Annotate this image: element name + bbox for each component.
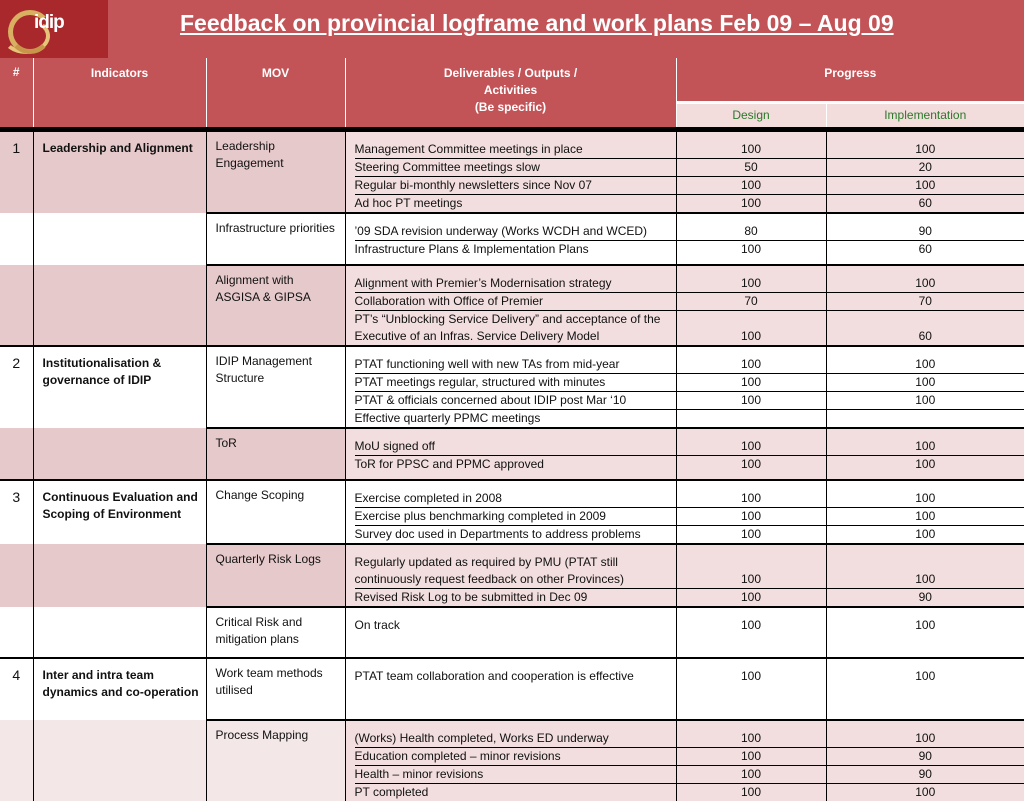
indicator-cell: [33, 607, 206, 658]
mov-cell: IDIP Management Structure: [206, 346, 345, 428]
design-value: 70: [677, 293, 826, 311]
implementation-value: 90: [827, 748, 1024, 766]
design-cell: [676, 480, 826, 544]
deliverable-item: (Works) Health completed, Works ED underway: [355, 730, 676, 748]
deliverable-item: Steering Committee meetings slow: [355, 159, 676, 177]
header-band: [0, 0, 1024, 58]
row-number: [0, 544, 33, 607]
mov-cell: Infrastructure priorities: [206, 213, 345, 265]
table-row: [0, 607, 1024, 658]
design-value: 100: [677, 356, 826, 374]
design-value: [677, 410, 826, 427]
deliverables-cell: [345, 346, 676, 428]
deliverables-cell: [345, 720, 676, 801]
implementation-value: 100: [827, 392, 1024, 410]
implementation-cell: [826, 428, 1024, 480]
indicator-cell: Continuous Evaluation and Scoping of Environment: [33, 480, 206, 544]
deliverable-item: Management Committee meetings in place: [355, 141, 676, 159]
deliverable-item: Collaboration with Office of Premier: [355, 293, 676, 311]
deliverable-item: PT’s “Unblocking Service Delivery” and acceptance of the Executive of an Infras. Service Delivery Model: [355, 311, 676, 345]
implementation-cell: [826, 480, 1024, 544]
implementation-value: 100: [827, 141, 1024, 159]
implementation-value: 60: [827, 311, 1024, 345]
design-cell: [676, 213, 826, 265]
design-value: 100: [677, 526, 826, 543]
design-cell: [676, 265, 826, 346]
mov-cell: Work team methods utilised: [206, 658, 345, 720]
mov-cell: ToR: [206, 428, 345, 480]
implementation-value: 60: [827, 241, 1024, 258]
col-header-num: #: [0, 58, 33, 127]
col-header-mov: MOV: [206, 58, 345, 127]
indicator-cell: [33, 213, 206, 265]
design-value: 100: [677, 456, 826, 473]
deliverables-header-line: Deliverables / Outputs /: [346, 65, 676, 82]
design-value: 100: [677, 374, 826, 392]
row-number: 3: [0, 480, 33, 544]
design-value: 100: [677, 195, 826, 212]
logo-text: idip: [34, 12, 64, 34]
implementation-cell: [826, 720, 1024, 801]
implementation-value: 100: [827, 456, 1024, 473]
design-value: 100: [677, 617, 826, 634]
table-row: [0, 428, 1024, 480]
row-number: 1: [0, 131, 33, 213]
design-cell: [676, 346, 826, 428]
implementation-cell: [826, 265, 1024, 346]
design-cell: [676, 720, 826, 801]
implementation-value: 20: [827, 159, 1024, 177]
design-cell: [676, 428, 826, 480]
implementation-value: 90: [827, 589, 1024, 606]
deliverable-item: Regularly updated as required by PMU (PTAT still continuously request feedback on other Provinces): [355, 554, 676, 589]
table-body: [0, 131, 1024, 801]
row-number: [0, 428, 33, 480]
design-value: 100: [677, 438, 826, 456]
design-value: 100: [677, 748, 826, 766]
col-header-design: Design: [676, 102, 826, 127]
deliverables-cell: [345, 265, 676, 346]
table-row: [0, 720, 1024, 801]
col-header-implementation: Implementation: [826, 102, 1024, 127]
design-value: 100: [677, 554, 826, 589]
implementation-value: 100: [827, 554, 1024, 589]
deliverable-item: PT completed: [355, 784, 676, 801]
deliverables-cell: [345, 213, 676, 265]
implementation-value: 100: [827, 784, 1024, 801]
design-cell: [676, 658, 826, 720]
design-value: 80: [677, 223, 826, 241]
deliverables-cell: [345, 480, 676, 544]
deliverables-header-line: (Be specific): [346, 99, 676, 116]
deliverable-item: ToR for PPSC and PPMC approved: [355, 456, 676, 473]
implementation-value: 100: [827, 668, 1024, 685]
deliverables-cell: [345, 607, 676, 658]
row-number: [0, 720, 33, 801]
col-header-progress: Progress: [676, 58, 1024, 102]
implementation-value: 90: [827, 223, 1024, 241]
implementation-cell: [826, 658, 1024, 720]
deliverable-item: PTAT & officials concerned about IDIP post Mar ‘10: [355, 392, 676, 410]
implementation-value: 100: [827, 374, 1024, 392]
table-row: [0, 131, 1024, 213]
deliverables-cell: [345, 544, 676, 607]
implementation-value: 100: [827, 177, 1024, 195]
implementation-cell: [826, 607, 1024, 658]
mov-cell: Quarterly Risk Logs: [206, 544, 345, 607]
deliverable-item: ’09 SDA revision underway (Works WCDH and WCED): [355, 223, 676, 241]
row-number: 4: [0, 658, 33, 720]
deliverable-item: Exercise plus benchmarking completed in 2009: [355, 508, 676, 526]
implementation-value: 100: [827, 275, 1024, 293]
implementation-value: 100: [827, 526, 1024, 543]
indicator-cell: [33, 265, 206, 346]
indicator-cell: Inter and intra team dynamics and co-operation: [33, 658, 206, 720]
deliverable-item: Effective quarterly PPMC meetings: [355, 410, 676, 427]
indicator-cell: Institutionalisation & governance of IDIP: [33, 346, 206, 428]
indicator-cell: Leadership and Alignment: [33, 131, 206, 213]
deliverables-header-line: Activities: [346, 82, 676, 99]
implementation-value: 60: [827, 195, 1024, 212]
row-number: [0, 607, 33, 658]
row-number: [0, 265, 33, 346]
deliverable-item: Survey doc used in Departments to address problems: [355, 526, 676, 543]
deliverables-cell: [345, 658, 676, 720]
deliverables-cell: [345, 428, 676, 480]
mov-cell: Alignment with ASGISA & GIPSA: [206, 265, 345, 346]
implementation-value: 100: [827, 490, 1024, 508]
indicator-cell: [33, 720, 206, 801]
deliverable-item: PTAT functioning well with new TAs from mid-year: [355, 356, 676, 374]
design-cell: [676, 131, 826, 213]
implementation-cell: [826, 544, 1024, 607]
design-value: 100: [677, 490, 826, 508]
design-value: 100: [677, 275, 826, 293]
table-row: [0, 544, 1024, 607]
design-cell: [676, 544, 826, 607]
col-header-deliverables: [345, 58, 676, 127]
deliverable-item: MoU signed off: [355, 438, 676, 456]
design-value: 100: [677, 141, 826, 159]
indicator-cell: [33, 544, 206, 607]
col-header-indicators: Indicators: [33, 58, 206, 127]
design-value: 100: [677, 311, 826, 345]
row-number: [0, 213, 33, 265]
table-row: [0, 658, 1024, 720]
implementation-value: 100: [827, 730, 1024, 748]
implementation-value: 100: [827, 508, 1024, 526]
implementation-value: 100: [827, 438, 1024, 456]
design-value: 100: [677, 508, 826, 526]
table-row: [0, 346, 1024, 428]
implementation-value: 90: [827, 766, 1024, 784]
design-value: 100: [677, 392, 826, 410]
mov-cell: Process Mapping: [206, 720, 345, 801]
design-value: 100: [677, 241, 826, 258]
design-value: 100: [677, 177, 826, 195]
table-row: [0, 480, 1024, 544]
mov-cell: Leadership Engagement: [206, 131, 345, 213]
deliverables-cell: [345, 131, 676, 213]
design-value: 100: [677, 766, 826, 784]
deliverable-item: Exercise completed in 2008: [355, 490, 676, 508]
design-value: 100: [677, 668, 826, 685]
mov-cell: Critical Risk and mitigation plans: [206, 607, 345, 658]
deliverable-item: Infrastructure Plans & Implementation Plans: [355, 241, 676, 258]
implementation-value: 100: [827, 617, 1024, 634]
design-value: 50: [677, 159, 826, 177]
design-value: 100: [677, 784, 826, 801]
implementation-cell: [826, 131, 1024, 213]
row-number: 2: [0, 346, 33, 428]
design-cell: [676, 607, 826, 658]
deliverable-item: Health – minor revisions: [355, 766, 676, 784]
table-row: [0, 265, 1024, 346]
mov-cell: Change Scoping: [206, 480, 345, 544]
deliverable-item: PTAT team collaboration and cooperation is effective: [355, 668, 676, 685]
design-value: 100: [677, 730, 826, 748]
deliverable-item: Regular bi-monthly newsletters since Nov 07: [355, 177, 676, 195]
implementation-value: 70: [827, 293, 1024, 311]
page-title: Feedback on provincial logframe and work plans Feb 09 – Aug 09: [180, 10, 894, 37]
deliverable-item: Education completed – minor revisions: [355, 748, 676, 766]
logframe-table: [0, 58, 1024, 801]
implementation-value: 100: [827, 356, 1024, 374]
deliverable-item: Alignment with Premier’s Modernisation strategy: [355, 275, 676, 293]
table-row: [0, 213, 1024, 265]
implementation-cell: [826, 213, 1024, 265]
deliverable-item: Ad hoc PT meetings: [355, 195, 676, 212]
implementation-cell: [826, 346, 1024, 428]
design-value: 100: [677, 589, 826, 606]
implementation-value: [827, 410, 1024, 427]
deliverable-item: PTAT meetings regular, structured with minutes: [355, 374, 676, 392]
idip-logo: [0, 0, 108, 58]
indicator-cell: [33, 428, 206, 480]
deliverable-item: Revised Risk Log to be submitted in Dec 09: [355, 589, 676, 606]
deliverable-item: On track: [355, 617, 676, 634]
